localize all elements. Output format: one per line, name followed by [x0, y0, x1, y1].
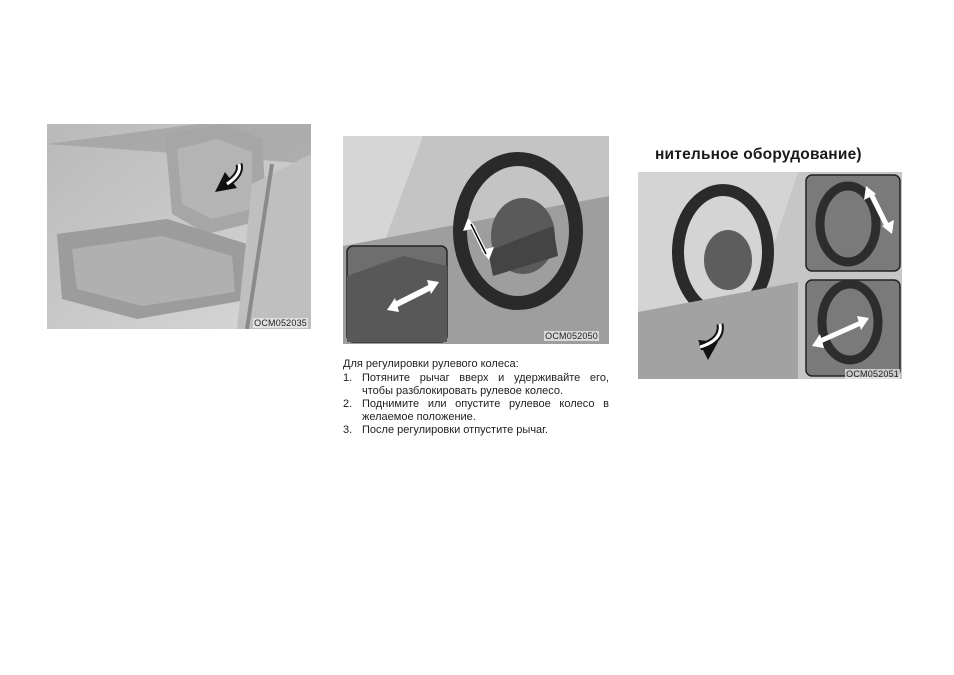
list-item	[343, 372, 609, 398]
step-text: Поднимите или опустите рулевое колесо в желаемое положение.	[362, 398, 609, 423]
figure-code: OCM052051	[846, 369, 899, 379]
steering-wheel-illustration	[343, 136, 609, 344]
step-number: 2.	[343, 398, 353, 410]
seat-illustration	[47, 124, 311, 329]
figure-code: OCM052035	[254, 318, 307, 328]
section-heading: нительное оборудование)	[655, 146, 862, 163]
steering-adjust-illustration	[638, 172, 902, 379]
seat-photo	[47, 124, 311, 329]
figure-code: OCM052050	[545, 331, 598, 341]
instructions-intro: Для регулировки рулевого колеса:	[343, 358, 519, 370]
steering-instructions	[343, 358, 609, 437]
step-text: После регулировки отпустите рычаг.	[362, 424, 548, 436]
step-number: 3.	[343, 424, 353, 436]
steering-tilt-photo	[343, 136, 609, 344]
step-number: 1.	[343, 372, 353, 384]
steering-insets-photo	[638, 172, 902, 379]
list-item	[343, 424, 609, 437]
list-item	[343, 398, 609, 424]
step-text: Потяните рычаг вверх и удерживайте его, чтобы разблокировать рулевое колесо.	[362, 372, 609, 397]
instructions-list	[343, 372, 609, 437]
